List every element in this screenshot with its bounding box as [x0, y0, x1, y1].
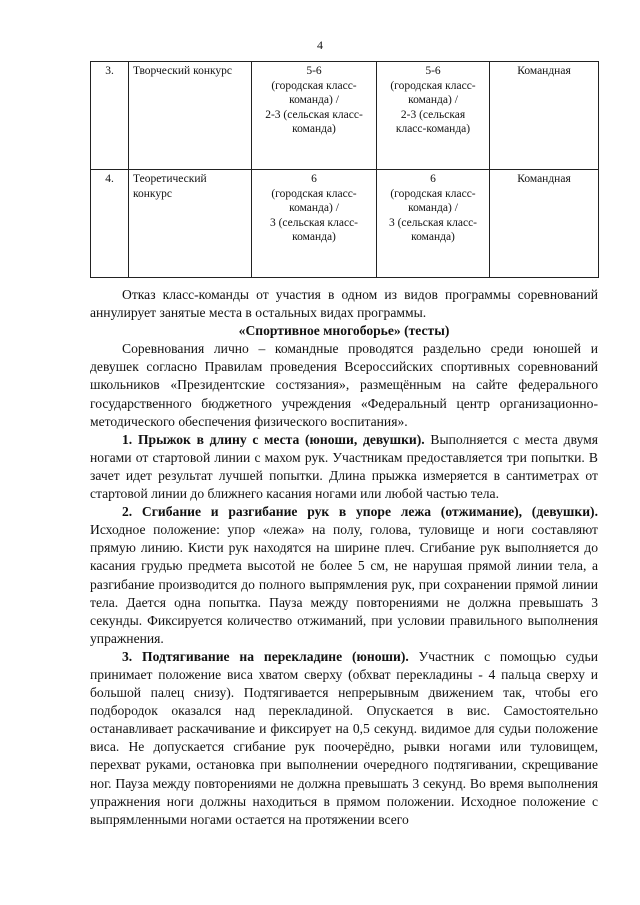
competition-name: Творческий конкурс [129, 62, 252, 170]
page-number: 4 [317, 38, 323, 52]
city-places: 6 (городская класс- команда) / 3 (сельская класс- команда) [252, 170, 377, 278]
paragraph-push-ups: 2. Сгибание и разгибание рук в упоре лежа (отжимание), (девушки). Исходное положение: упор «лежа» на полу, голова, туловище и ноги составляют прямую линию. Кисти рук находятся на ширине плеч. Сгибание рук выполняется до касания грудью предмета высотой не более 5 см, не нарушая прямой линии тела, а разгибание производится до полного выпрямления рук, при сохранении прямой линии тела. Дается одна попытка. Пауза между повторениями не должна превышать 3 секунды. Фиксируется количество отжиманий, при условии правильного выполнения упражнения. [90, 504, 598, 646]
table-row [91, 62, 599, 170]
table-row [91, 170, 599, 278]
paragraph-refusal: Отказ класс-команды от участия в одном из видов программы соревнований аннулирует занятые места в остальных видах программы. [90, 287, 598, 321]
paragraph-intro: Соревнования лично – командные проводятся раздельно среди юношей и девушек согласно Правилам проведения Всероссийских спортивных соревнований школьников «Президентские состязания», размещённым на сайте федерального государственного бюджетного учреждения «Федеральный центр организационно-методического обеспечения физического воспитания». [90, 341, 598, 429]
rural-places: 5-6 (городская класс- команда) / 2-3 (сельская класс-команда) [377, 62, 490, 170]
competition-type: Командная [490, 62, 599, 170]
city-places: 5-6 (городская класс- команда) / 2-3 (сельская класс- команда) [252, 62, 377, 170]
row-number: 3. [91, 62, 129, 170]
item-title: 2. Сгибание и разгибание рук в упоре лежа (отжимание), (девушки). [122, 504, 598, 520]
section-heading: «Спортивное многоборье» (тесты) [238, 323, 450, 339]
competition-type: Командная [490, 170, 599, 278]
item-title: 3. Подтягивание на перекладине (юноши). [122, 648, 409, 664]
body-text [90, 286, 598, 829]
paragraph-pull-ups: 3. Подтягивание на перекладине (юноши). Участник с помощью судьи принимает положение виса хватом сверху (обхват перекладины - 4 пальца сверху и большой палец снизу). Подтягивается непрерывным движением так, чтобы его подбородок оказался над перекладиной. Опускается в вис. Самостоятельно останавливает раскачивание и фиксирует на 0,5 секунд. видимое для судьи положение виса. Не допускается сгибание рук поочерёдно, рывки ногами или туловищем, перехват руками, остановка при выполнении очередного подтягивании, скрещивание ног. Пауза между повторениями не должна превышать 3 секунд. Во время выполнения упражнения ноги должны находиться в прямом положении. Исходное положение с выпрямленными ногами остается на протяжении всего [90, 648, 598, 827]
row-number: 4. [91, 170, 129, 278]
competition-table [90, 61, 599, 278]
rural-places: 6 (городская класс- команда) / 3 (сельская класс- команда) [377, 170, 490, 278]
paragraph-long-jump: 1. Прыжок в длину с места (юноши, девушки). Выполняется с места двумя ногами от стартовой линии с махом рук. Участникам предоставляется три попытки. В зачет идет результат лучшей попытки. Длина прыжка измеряется в сантиметрах от стартовой линии до ближнего касания ногами или любой частью тела. [90, 431, 598, 502]
item-title: 1. Прыжок в длину с места (юноши, девушки). [122, 431, 425, 447]
competition-name: Теоретический конкурс [129, 170, 252, 278]
